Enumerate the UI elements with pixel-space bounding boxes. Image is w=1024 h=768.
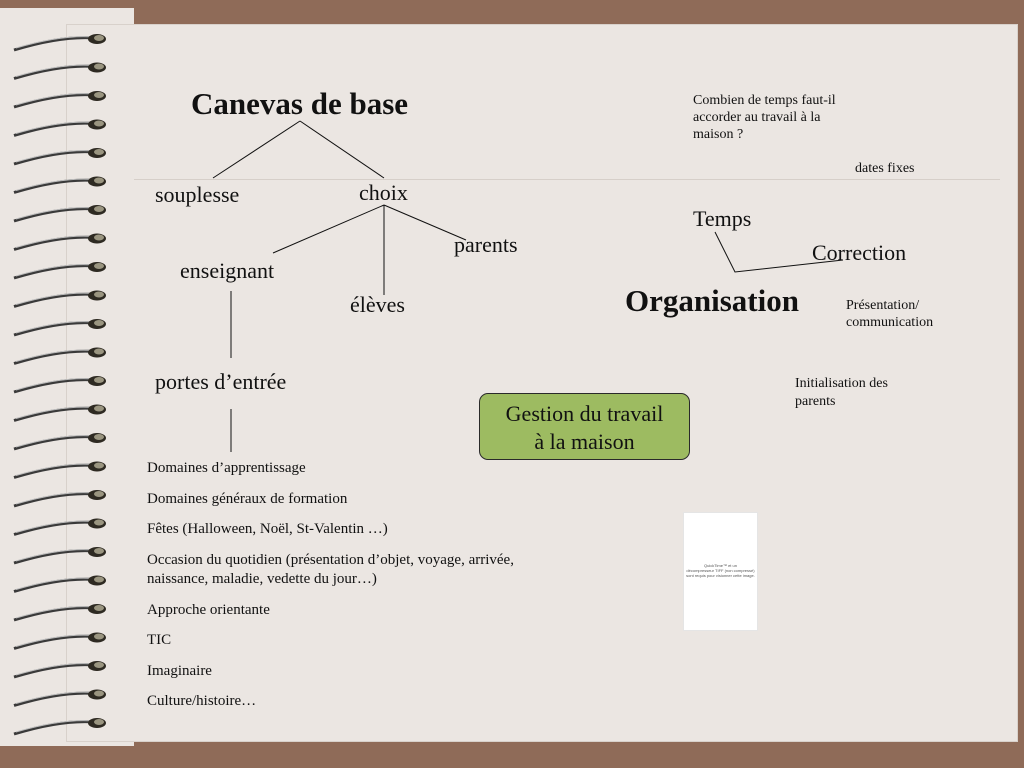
connector-title-choix (300, 121, 384, 178)
node-enseignant: enseignant (180, 258, 275, 283)
list-item: TIC (147, 632, 172, 648)
domain-list (147, 459, 527, 723)
list-item: Approche orientante (147, 601, 270, 618)
node-organisation: Organisation (625, 283, 799, 318)
list-item: Fêtes (Halloween, Noël, St-Valentin …) (147, 521, 388, 537)
list-item: Culture/histoire… (147, 693, 257, 709)
list-item: Domaines généraux de formation (147, 490, 348, 507)
node-temps: Temps (693, 206, 752, 231)
node-choix: choix (359, 180, 408, 205)
connector-choix-enseignant (273, 205, 384, 253)
node-souplesse: souplesse (155, 182, 240, 207)
question-text: Combien de temps faut-il accorder au travail à la maison ? (693, 93, 836, 142)
list-item: Imaginaire (147, 662, 212, 679)
node-parents: parents (454, 232, 518, 257)
gestion-box: Gestion du travail à la maison (479, 393, 690, 460)
list-item: Domaines d’apprentissage (147, 460, 306, 476)
dates-fixes-label: dates fixes (855, 161, 915, 176)
image-placeholder: QuickTime™ et un décompresseur TIFF (non compressé) sont requis pour visionner cette image. (683, 512, 758, 631)
list-item: Occasion du quotidien (présentation d’objet, voyage, arrivée, naissance, maladie, vedette du jour…) (147, 551, 514, 587)
node-portes-entree: portes d’entrée (155, 369, 287, 394)
connector-title-souplesse (213, 121, 300, 178)
node-initialisation: Initialisation des parents (795, 376, 888, 409)
node-presentation: Présentation/ communication (846, 298, 934, 330)
node-eleves: élèves (350, 292, 405, 317)
diagram-title: Canevas de base (191, 86, 409, 121)
node-correction: Correction (812, 240, 907, 265)
